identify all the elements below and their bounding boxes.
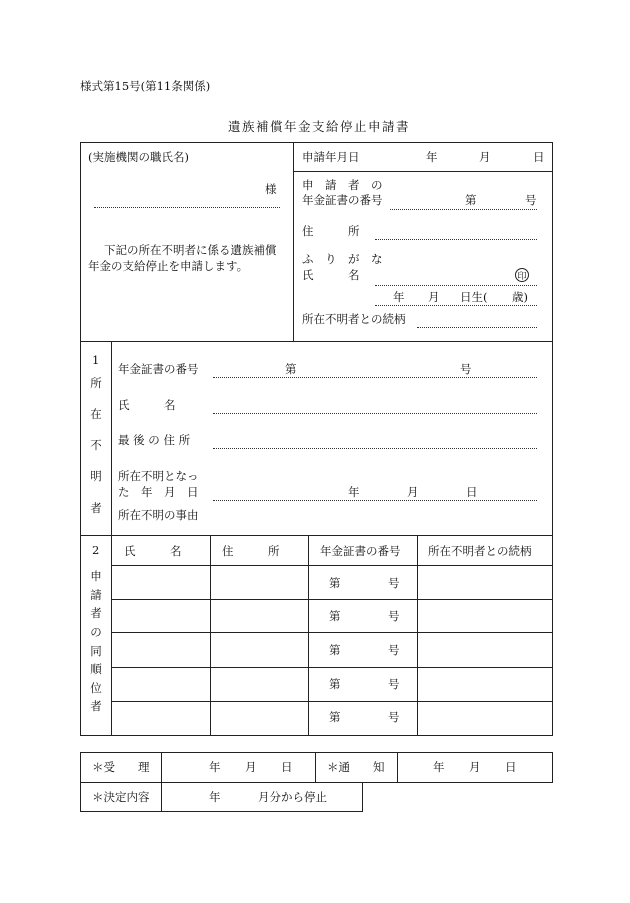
section2-side-char: 者 [90,606,102,621]
header-name: 氏 名 [124,544,182,558]
office-receipt-box [80,752,553,783]
missing-date-month: 月 [407,485,419,499]
application-date-label: 申請年月日 [302,150,360,164]
missing-date-year: 年 [348,485,360,499]
missing-cert-dai: 第 [285,362,297,376]
applicant-cert-dai: 第 [465,193,477,207]
honorific-sama: 様 [265,182,277,196]
birth-year: 年 [393,290,405,304]
header-relation: 所在不明者との続柄 [428,544,532,558]
section2-side-char: 順 [90,662,102,677]
missing-name-line[interactable] [213,413,537,414]
decision-year: 年 [209,790,221,804]
section2-top-rule [80,535,553,536]
receipt-year: 年 [209,760,221,774]
applicant-cert-line[interactable] [390,209,537,210]
last-address-label: 最 後 の 住 所 [118,433,191,447]
notice-label: ＊通 知 [327,760,385,774]
section1-side-divider [111,341,112,535]
section1-side-char: 明 [90,469,102,484]
notice-month: 月 [469,760,481,774]
receipt-notice-divider [315,752,316,783]
request-text-line2: 年金の支給停止を申請します。 [88,259,249,273]
missing-name-label: 氏 名 [118,398,176,412]
application-date-year: 年 [426,150,438,164]
agency-name-line[interactable] [94,207,280,208]
birth-day: 日生( [460,290,488,304]
birth-age: 歳) [512,290,528,304]
applicant-address-label: 住 所 [302,224,360,238]
row3-cert-dai: 第 [329,643,341,657]
applicant-address-line[interactable] [375,239,537,240]
row4-cert-dai: 第 [329,677,341,691]
section2-side-char: 位 [90,680,102,695]
decision-label: ＊決定内容 [92,790,150,804]
application-date-day: 日 [533,150,545,164]
row-rule-1 [111,599,553,600]
receipt-day: 日 [281,760,293,774]
form-code: 様式第15号(第11条関係) [80,79,211,93]
missing-cert-go: 号 [460,362,472,376]
application-date-month: 月 [479,150,491,164]
row3-cert-go: 号 [388,643,400,657]
section1-side-char: 在 [90,407,102,422]
row5-cert-dai: 第 [329,710,341,724]
seal-mark: 印 [515,268,529,282]
notice-day: 日 [505,760,517,774]
applicant-name-label: 氏 名 [302,268,360,282]
section1-side-label [89,378,103,514]
decision-text: 月分から停止 [258,790,327,804]
agency-label: (実施機関の職氏名) [88,150,189,164]
request-text-line1: 下記の所在不明者に係る遺族補償 [104,243,277,257]
applicant-furigana-label: ふ り が な [302,252,383,266]
receipt-label: ＊受 理 [92,760,150,774]
section2-side-char: の [90,624,102,639]
section2-side-label [89,571,103,713]
applicant-cert-label-2: 年金証書の番号 [302,193,383,207]
section2-number: 2 [92,543,100,557]
form-title: 遺族補償年金支給停止申請書 [228,119,411,134]
applicant-name-line[interactable] [375,285,537,286]
section1-side-char: 所 [90,376,102,390]
section2-side-char: 申 [90,569,102,583]
applicant-cert-go: 号 [525,193,537,207]
row-rule-2 [111,632,553,633]
notice-year: 年 [433,760,445,774]
header-address: 住 所 [222,544,280,558]
row2-cert-dai: 第 [329,609,341,623]
row1-cert-dai: 第 [329,576,341,590]
row4-cert-go: 号 [388,677,400,691]
row1-cert-go: 号 [388,576,400,590]
section1-number: 1 [92,353,100,367]
birth-line[interactable] [375,305,537,306]
missing-date-label-2: た 年 月 日 [118,485,199,499]
section1-side-char: 不 [90,438,102,453]
missing-cert-line[interactable] [213,377,537,378]
date-row-rule [293,171,553,172]
header-row-rule [111,565,553,566]
birth-month: 月 [428,290,440,304]
relation-line[interactable] [417,327,537,328]
notice-label-divider [397,752,398,783]
applicant-cert-label-1: 申 請 者 の [302,178,383,192]
row-rule-3 [111,667,553,668]
missing-date-line[interactable] [213,500,537,501]
section2-side-char: 者 [90,699,102,714]
missing-date-label-1: 所在不明となっ [118,469,199,483]
row2-cert-go: 号 [388,609,400,623]
section2-side-char: 請 [90,587,102,602]
relation-label: 所在不明者との続柄 [302,312,406,326]
header-cert: 年金証書の番号 [320,544,401,558]
section2-side-char: 同 [90,643,102,658]
section1-side-char: 者 [90,500,102,515]
row-rule-4 [111,701,553,702]
missing-date-day: 日 [466,485,478,499]
missing-cert-label: 年金証書の番号 [118,362,199,376]
row5-cert-go: 号 [388,710,400,724]
section1-top-rule [80,341,553,342]
receipt-month: 月 [245,760,257,774]
last-address-line[interactable] [213,448,537,449]
missing-reason-label: 所在不明の事由 [118,508,199,522]
